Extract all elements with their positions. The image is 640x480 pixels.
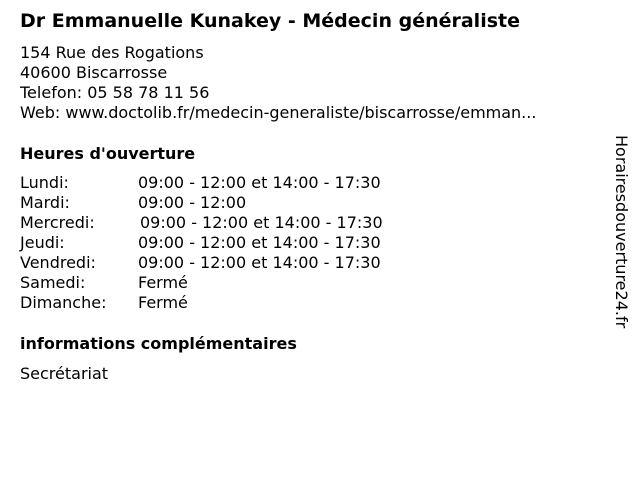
day-label: Vendredi: (20, 253, 96, 272)
website-link[interactable]: Web: www.doctolib.fr/medecin-generaliste/biscarrosse/emman... (20, 103, 537, 122)
day-label: Samedi: (20, 273, 86, 292)
hours-row-mardi (20, 193, 440, 213)
street-address: 154 Rue des Rogations (20, 43, 204, 62)
hours-value: 09:00 - 12:00 et 14:00 - 17:30 (138, 173, 381, 192)
hours-row-jeudi (20, 233, 440, 253)
info-text: Secrétariat (20, 364, 109, 383)
hours-row-samedi (20, 273, 440, 293)
hours-heading: Heures d'ouverture (20, 144, 196, 163)
phone-number: Telefon: 05 58 78 11 56 (20, 83, 210, 102)
hours-row-vendredi (20, 253, 440, 273)
hours-value: Fermé (138, 293, 188, 312)
day-label: Mardi: (20, 193, 70, 212)
city: 40600 Biscarrosse (20, 63, 168, 82)
hours-value: Fermé (138, 273, 188, 292)
hours-row-lundi (20, 173, 440, 193)
opening-hours-table (20, 173, 440, 313)
hours-row-mercredi (20, 213, 440, 233)
day-label: Jeudi: (20, 233, 65, 252)
hours-value: 09:00 - 12:00 et 14:00 - 17:30 (138, 233, 381, 252)
day-label: Lundi: (20, 173, 69, 192)
hours-value: 09:00 - 12:00 et 14:00 - 17:30 (140, 213, 383, 232)
hours-value: 09:00 - 12:00 et 14:00 - 17:30 (138, 253, 381, 272)
hours-value: 09:00 - 12:00 (138, 193, 247, 212)
info-heading: informations complémentaires (20, 334, 297, 353)
hours-row-dimanche (20, 293, 440, 313)
day-label: Dimanche: (20, 293, 107, 312)
site-watermark: Horairesdouverture24.fr (612, 135, 631, 329)
page-title: Dr Emmanuelle Kunakey - Médecin généraliste (20, 10, 520, 32)
day-label: Mercredi: (20, 213, 95, 232)
address-block (20, 43, 536, 123)
